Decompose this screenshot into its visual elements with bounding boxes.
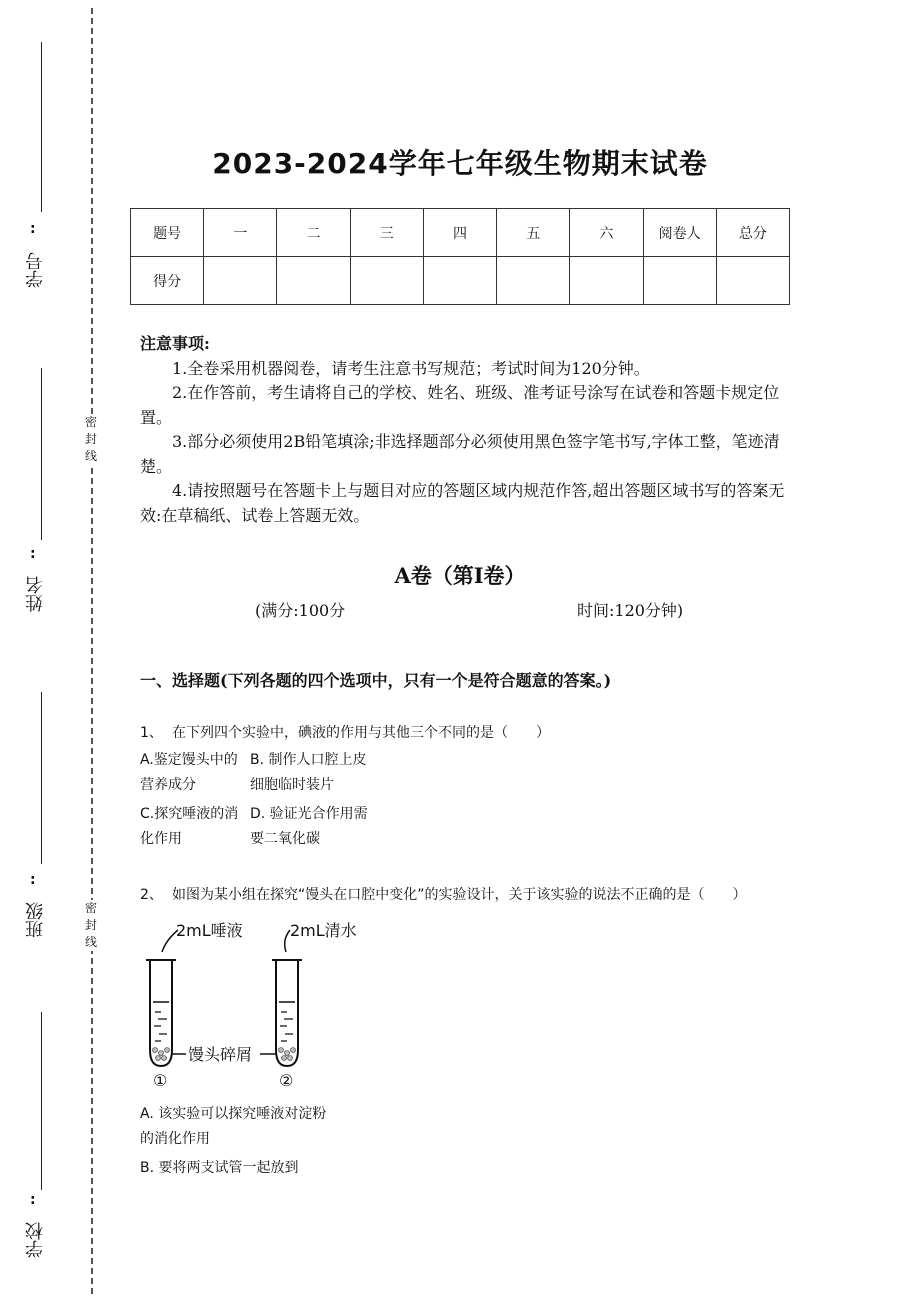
test-tube-figure: [138, 918, 378, 1090]
score-cell[interactable]: [423, 257, 496, 305]
notice-section: [140, 332, 785, 528]
score-table-score-row: [131, 257, 790, 305]
student-id-colon: :: [30, 221, 36, 237]
notice-item: 1.全卷采用机器阅卷，请考生注意书写规范；考试时间为120分钟。: [172, 358, 650, 378]
question-2: [140, 884, 747, 904]
test-tube-2: [272, 960, 302, 1066]
notice-item: 3.部分必须使用2B铅笔填涂;非选择题部分必须使用黑色签字笔书写,字体工整，笔迹清楚。: [140, 432, 780, 476]
school-colon: :: [30, 1192, 36, 1208]
label-bread-crumbs: 馒头碎屑: [188, 1045, 253, 1064]
section-title: A卷（第Ⅰ卷）: [394, 563, 526, 588]
score-cell[interactable]: [497, 257, 570, 305]
class-label: 班级: [25, 902, 46, 938]
question-stem: 如图为某小组在探究“馒头在口腔中变化”的实验设计，关于该实验的说法不正确的是（ ）: [172, 887, 747, 903]
seal-text-top: 密封线: [84, 415, 97, 463]
question-number: 1、: [140, 725, 163, 741]
option-a[interactable]: A. 该实验可以探究唾液对淀粉的消化作用: [140, 1106, 327, 1147]
notice-item: 4.请按照题号在答题卡上与题目对应的答题区域内规范作答,超出答题区域书写的答案无效:在草稿纸、试卷上答题无效。: [140, 481, 785, 525]
option-b[interactable]: B. 要将两支试管一起放到: [140, 1160, 299, 1176]
option-a[interactable]: A.鉴定馒头中的营养成分: [140, 752, 238, 793]
score-cell[interactable]: [716, 257, 789, 305]
score-table: [130, 208, 790, 305]
header-cell: 三: [350, 209, 423, 257]
student-id-label: 学号: [25, 252, 46, 288]
score-cell[interactable]: [277, 257, 350, 305]
header-cell: 四: [423, 209, 496, 257]
question-number: 2、: [140, 887, 163, 903]
seal-text-bottom: 密封线: [84, 901, 97, 949]
exam-title: 2023-2024学年七年级生物期末试卷: [212, 147, 708, 180]
part-one-title: 一、选择题(下列各题的四个选项中，只有一个是符合题意的答案。): [140, 671, 612, 690]
tube-2-number: ②: [279, 1071, 294, 1090]
name-label: 姓名: [25, 576, 46, 612]
school-underline[interactable]: [41, 1012, 42, 1190]
header-cell: 题号: [131, 209, 204, 257]
notice-item: 2.在作答前，考生请将自己的学校、姓名、班级、准考证号涂写在试卷和答题卡规定位置。: [140, 383, 780, 427]
question-1: [140, 722, 550, 742]
score-cell[interactable]: [204, 257, 277, 305]
question-stem: 在下列四个实验中，碘液的作用与其他三个不同的是（ ）: [172, 725, 550, 741]
option-d[interactable]: D. 验证光合作用需要二氧化碳: [250, 806, 368, 847]
name-underline[interactable]: [41, 368, 42, 540]
class-colon: :: [30, 872, 36, 888]
header-cell: 一: [204, 209, 277, 257]
score-row-label: 得分: [131, 257, 204, 305]
test-tube-1: [146, 960, 176, 1066]
label-saliva: 2mL唾液: [176, 921, 243, 940]
student-id-underline[interactable]: [41, 42, 42, 212]
binding-line: [91, 8, 93, 1294]
full-score: (满分:100分: [255, 601, 346, 620]
header-cell: 阅卷人: [643, 209, 716, 257]
school-label: 学校: [25, 1222, 46, 1258]
header-cell: 总分: [716, 209, 789, 257]
exam-time: 时间:120分钟): [577, 601, 684, 620]
score-cell[interactable]: [350, 257, 423, 305]
notice-heading: 注意事项:: [140, 334, 210, 353]
header-cell: 五: [497, 209, 570, 257]
score-cell[interactable]: [643, 257, 716, 305]
score-cell[interactable]: [570, 257, 643, 305]
label-water: 2mL清水: [290, 921, 357, 940]
option-c[interactable]: C.探究唾液的消化作用: [140, 806, 239, 847]
score-table-header-row: [131, 209, 790, 257]
class-underline[interactable]: [41, 692, 42, 864]
header-cell: 六: [570, 209, 643, 257]
name-colon: :: [30, 546, 36, 562]
tube-1-number: ①: [153, 1071, 168, 1090]
option-b[interactable]: B. 制作人口腔上皮细胞临时装片: [250, 752, 367, 793]
header-cell: 二: [277, 209, 350, 257]
